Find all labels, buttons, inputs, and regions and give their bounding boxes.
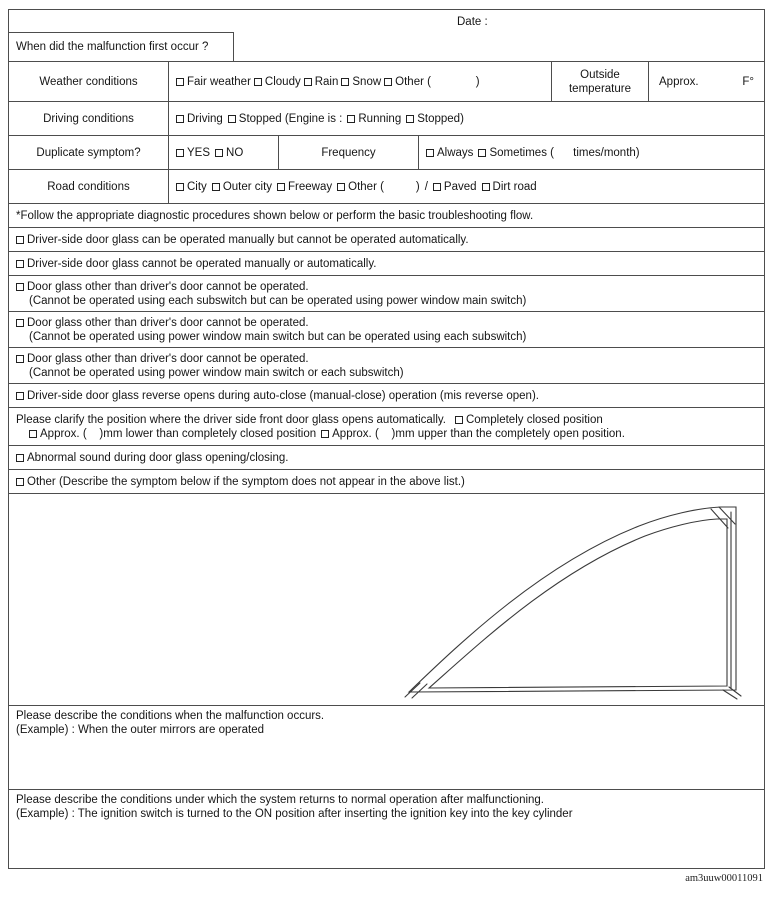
- checkbox-weather-other[interactable]: [384, 78, 392, 86]
- road-separator: /: [424, 180, 428, 193]
- first-occur-answer-area[interactable]: [234, 32, 764, 61]
- always-label: Always: [437, 146, 474, 159]
- other-symptom-row: [9, 470, 764, 494]
- fair-weather-label: Fair weather: [187, 75, 251, 88]
- checkbox-rain[interactable]: [304, 78, 312, 86]
- road-label-cell: [9, 170, 169, 203]
- checkbox-cloudy[interactable]: [254, 78, 262, 86]
- describe-recovery-example: (Example) : The ignition switch is turned to the ON position after inserting the ignition key into the key cylinder: [16, 808, 573, 820]
- checkbox-sometimes[interactable]: [478, 149, 486, 157]
- weather-other-label: Other ( ): [395, 75, 480, 88]
- checkbox-fair-weather[interactable]: [176, 78, 184, 86]
- checkbox-dirt-road[interactable]: [482, 183, 490, 191]
- symptom-row-1: [9, 228, 764, 252]
- checkbox-engine-running[interactable]: [347, 115, 355, 123]
- approx-temperature-cell[interactable]: [649, 62, 764, 101]
- checkbox-outer-city[interactable]: [212, 183, 220, 191]
- symptom-row-3: [9, 276, 764, 312]
- frequency-label: Frequency: [321, 146, 376, 159]
- checkbox-engine-stopped[interactable]: [406, 115, 414, 123]
- checkbox-symptom-1[interactable]: [16, 236, 24, 244]
- road-conditions-label: Road conditions: [47, 180, 130, 193]
- checkbox-abnormal-sound[interactable]: [16, 454, 24, 462]
- checkbox-stopped[interactable]: [228, 115, 236, 123]
- weather-conditions-label: Weather conditions: [39, 75, 138, 88]
- symptom-4-label: Door glass other than driver's door cannot be operated.: [27, 316, 309, 329]
- symptom-3-detail: (Cannot be operated using each subswitch but can be operated using power window main switch): [29, 294, 527, 307]
- note-text: *Follow the appropriate diagnostic procedures shown below or perform the basic troubleshooting flow.: [16, 209, 534, 222]
- duplicate-symptom-label: Duplicate symptom?: [36, 146, 141, 159]
- road-options-cell: [169, 170, 764, 203]
- symptom-row-4: [9, 312, 764, 348]
- note-cell: [9, 204, 764, 227]
- mm-upper-label: Approx. ( )mm upper than the completely open position.: [332, 427, 625, 440]
- frequency-options-cell: [419, 136, 764, 169]
- symptom-3-label: Door glass other than driver's door cannot be operated.: [27, 280, 309, 293]
- driving-row: [9, 102, 764, 136]
- symptom-row-5: [9, 348, 764, 384]
- checkbox-symptom-4[interactable]: [16, 319, 24, 327]
- checkbox-mm-upper[interactable]: [321, 430, 329, 438]
- symptom-4-cell: [9, 312, 764, 347]
- driving-option-label: Driving: [187, 112, 223, 125]
- symptom-5-label: Door glass other than driver's door cannot be operated.: [27, 352, 309, 365]
- duplicate-label-cell: [9, 136, 169, 169]
- checkbox-road-other[interactable]: [337, 183, 345, 191]
- abnormal-sound-row: [9, 446, 764, 470]
- driving-options-cell: [169, 102, 764, 135]
- illustration-row: [9, 494, 764, 706]
- checkbox-freeway[interactable]: [277, 183, 285, 191]
- duplicate-symptom-row: [9, 136, 764, 170]
- temperature-unit-label: F°: [742, 75, 754, 88]
- symptom-3-cell: [9, 276, 764, 311]
- checkbox-snow[interactable]: [341, 78, 349, 86]
- checkbox-mm-lower[interactable]: [29, 430, 37, 438]
- yes-no-cell: [169, 136, 279, 169]
- checkbox-symptom-2[interactable]: [16, 260, 24, 268]
- checkbox-symptom-5[interactable]: [16, 355, 24, 363]
- symptom-row-2: [9, 252, 764, 276]
- date-label: Date :: [457, 16, 488, 28]
- describe-malfunction-row: [9, 706, 764, 790]
- dirt-road-label: Dirt road: [492, 180, 537, 193]
- checkbox-symptom-3[interactable]: [16, 283, 24, 291]
- checkbox-no[interactable]: [215, 149, 223, 157]
- symptom-6-cell: [9, 384, 764, 407]
- abnormal-sound-cell: [9, 446, 764, 469]
- city-label: City: [187, 180, 207, 193]
- freeway-label: Freeway: [288, 180, 333, 193]
- describe-recovery-row: [9, 790, 764, 868]
- outside-temperature-label: Outside temperature: [568, 68, 631, 95]
- checkbox-completely-closed[interactable]: [455, 416, 463, 424]
- describe-malfunction-example: (Example) : When the outer mirrors are operated: [16, 724, 264, 736]
- symptom-1-cell: [9, 228, 764, 251]
- describe-recovery-area[interactable]: [9, 790, 764, 868]
- outer-city-label: Outer city: [222, 180, 273, 193]
- road-other-label: Other ( ): [348, 180, 420, 193]
- driving-conditions-label: Driving conditions: [43, 112, 134, 125]
- other-symptom-cell: [9, 470, 764, 493]
- other-symptom-description-area[interactable]: [9, 494, 764, 705]
- door-glass-illustration: [403, 500, 748, 700]
- weather-label-cell: [9, 62, 169, 101]
- driving-label-cell: [9, 102, 169, 135]
- symptom-2-label: Driver-side door glass cannot be operated manually or automatically.: [27, 257, 377, 270]
- first-occur-label-cell: [9, 32, 234, 61]
- weather-options-cell: [169, 62, 552, 101]
- symptom-6-label: Driver-side door glass reverse opens during auto-close (manual-close) operation (mis reverse open).: [27, 389, 539, 402]
- completely-closed-label: Completely closed position: [465, 413, 603, 426]
- stopped-option-label: Stopped (Engine is :: [238, 112, 343, 125]
- snow-label: Snow: [352, 75, 382, 88]
- frequency-label-cell: [279, 136, 419, 169]
- figure-code: am3uuw00011091: [685, 873, 763, 884]
- approx-label: Approx.: [659, 75, 699, 88]
- checkbox-driving[interactable]: [176, 115, 184, 123]
- sometimes-label: Sometimes ( times/month): [489, 146, 640, 159]
- symptom-4-detail: (Cannot be operated using power window main switch but can be operated using each subswitch): [29, 330, 527, 343]
- checkbox-yes[interactable]: [176, 149, 184, 157]
- checkbox-other-symptom[interactable]: [16, 478, 24, 486]
- describe-recovery-text: Please describe the conditions under which the system returns to normal operation after malfunctioning.: [16, 794, 545, 806]
- symptom-row-6: [9, 384, 764, 408]
- note-row: [9, 204, 764, 228]
- checkbox-always[interactable]: [426, 149, 434, 157]
- abnormal-sound-label: Abnormal sound during door glass opening/closing.: [27, 451, 289, 464]
- weather-row: [9, 62, 764, 102]
- outside-temperature-cell: [552, 62, 649, 101]
- rain-label: Rain: [314, 75, 339, 88]
- checkbox-city[interactable]: [176, 183, 184, 191]
- engine-running-label: Running: [358, 112, 402, 125]
- position-intro: Please clarify the position where the driver side front door glass opens automatically.: [16, 413, 446, 426]
- cloudy-label: Cloudy: [264, 75, 301, 88]
- mm-lower-label: Approx. ( )mm lower than completely closed position: [40, 427, 317, 440]
- describe-malfunction-text: Please describe the conditions when the malfunction occurs.: [16, 710, 325, 722]
- paved-label: Paved: [443, 180, 477, 193]
- first-occur-row: [9, 32, 764, 62]
- symptom-5-cell: [9, 348, 764, 383]
- power-window-diagnosis-form: [8, 9, 765, 869]
- symptom-2-cell: [9, 252, 764, 275]
- first-occur-label: When did the malfunction first occur ?: [16, 41, 209, 53]
- road-row: [9, 170, 764, 204]
- position-cell: [9, 408, 764, 445]
- date-row: [9, 10, 764, 32]
- checkbox-paved[interactable]: [433, 183, 441, 191]
- engine-stopped-label: Stopped): [417, 112, 464, 125]
- symptom-1-label: Driver-side door glass can be operated manually but cannot be operated automatically.: [27, 233, 469, 246]
- other-symptom-label: Other (Describe the symptom below if the symptom does not appear in the above list.): [27, 475, 465, 488]
- symptom-5-detail: (Cannot be operated using power window main switch or each subswitch): [29, 366, 404, 379]
- describe-malfunction-area[interactable]: [9, 706, 764, 789]
- position-row: [9, 408, 764, 446]
- yes-label: YES: [187, 146, 211, 159]
- checkbox-symptom-6[interactable]: [16, 392, 24, 400]
- no-label: NO: [226, 146, 244, 159]
